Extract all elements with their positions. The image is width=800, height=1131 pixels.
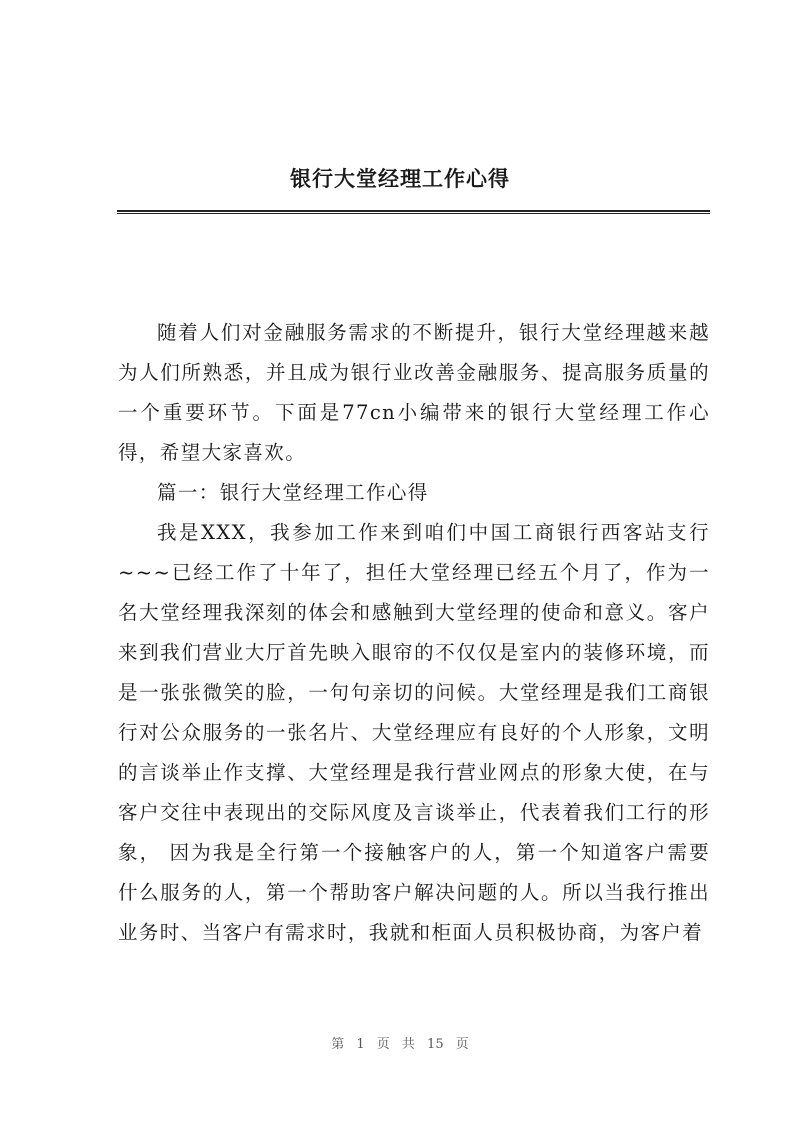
- title-divider: [117, 210, 710, 214]
- intro-paragraph: 随着人们对金融服务需求的不断提升，银行大堂经理越来越为人们所熟悉，并且成为银行业改善金融服务、提高服务质量的一个重要环节。下面是77cn小编带来的银行大堂经理工作心得，希望大家喜欢。: [118, 321, 710, 464]
- page-number-footer: 第 1 页 共 15 页: [331, 1037, 469, 1052]
- document-title: 银行大堂经理工作心得: [290, 166, 510, 191]
- body-paragraph: 我是XXX，我参加工作来到咱们中国工商银行西客站支行~~~已经工作了十年了，担任大堂经理已经五个月了，作为一名大堂经理我深刻的体会和感触到大堂经理的使命和意义。客户来到我们营业大厅首先映入眼帘的不仅仅是室内的装修环境，而是一张张微笑的脸，一句句亲切的问候。大堂经理是我们工商银行对公众服务的一张名片、大堂经理应有良好的个人形象，文明的言谈举止作支撑、大堂经理是我行营业网点的形象大使，在与客户交往中表现出的交际风度及言谈举止，代表着我们工行的形象， 因为我是全行第一个接触客户的人，第一个知道客户需要什么服务的人，第一个帮助客户解决问题的人。所以当我行推出业务时、当客户有需求时，我就和柜面人员积极协商，为客户着: [118, 521, 710, 944]
- document-body: [118, 313, 710, 953]
- section-heading: 篇一：银行大堂经理工作心得: [157, 481, 429, 504]
